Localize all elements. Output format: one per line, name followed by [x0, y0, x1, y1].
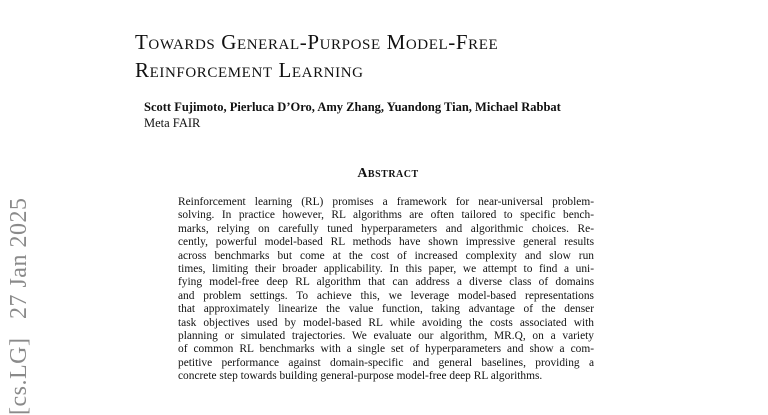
abstract-line: task objectives used by model-based RL while avoiding the costs associated with [178, 316, 594, 329]
abstract-line: fying model-free deep RL algorithm that can address a diverse class of domains [178, 276, 594, 289]
arxiv-identifier-stamp [2, 185, 36, 415]
abstract-line: planning or simulated trajectories. We evaluate our algorithm, MR.Q, on a variety [178, 330, 594, 343]
author-affiliation: Meta FAIR [144, 116, 201, 130]
paper-title-line-2: Reinforcement Learning [135, 58, 364, 82]
abstract-line: marks, relying on carefully tuned hyperparameters and algorithmic choices. Re- [178, 222, 594, 235]
abstract-line: solving. In practice however, RL algorithms are often tailored to specific bench- [178, 209, 594, 222]
abstract-line: across benchmarks but come at the cost of increased complexity and slow run [178, 249, 594, 262]
author-list: Scott Fujimoto, Pierluca D’Oro, Amy Zhang, Yuandong Tian, Michael Rabbat [144, 100, 561, 114]
abstract-line: petitive performance against domain-specific and general baselines, providing a [178, 356, 594, 369]
abstract-line: and problem settings. To achieve this, we leverage model-based representations [178, 289, 594, 302]
abstract-line: that approximately linearize the value function, taking advantage of the denser [178, 303, 594, 316]
abstract-line: Reinforcement learning (RL) promises a framework for near-universal problem- [178, 196, 594, 208]
abstract-heading-text: Abstract [357, 166, 419, 181]
arxiv-date: 27 Jan 2025 [6, 197, 32, 320]
paper-title [135, 28, 655, 84]
abstract-line: cently, powerful model-based RL methods have shown impressive general results [178, 236, 594, 249]
arxiv-category: [cs.LG] [6, 337, 32, 415]
abstract-heading [0, 166, 768, 182]
abstract-line: times, limiting their broader applicability. In this paper, we attempt to find a uni- [178, 263, 594, 276]
abstract-line: of common RL benchmarks with a single set of hyperparameters and show a com- [178, 343, 594, 356]
abstract-body [178, 196, 594, 384]
paper-title-line-1: Towards General-Purpose Model-Free [135, 30, 499, 54]
abstract-line: concrete step towards building general-purpose model-free deep RL algorithms. [178, 370, 543, 383]
